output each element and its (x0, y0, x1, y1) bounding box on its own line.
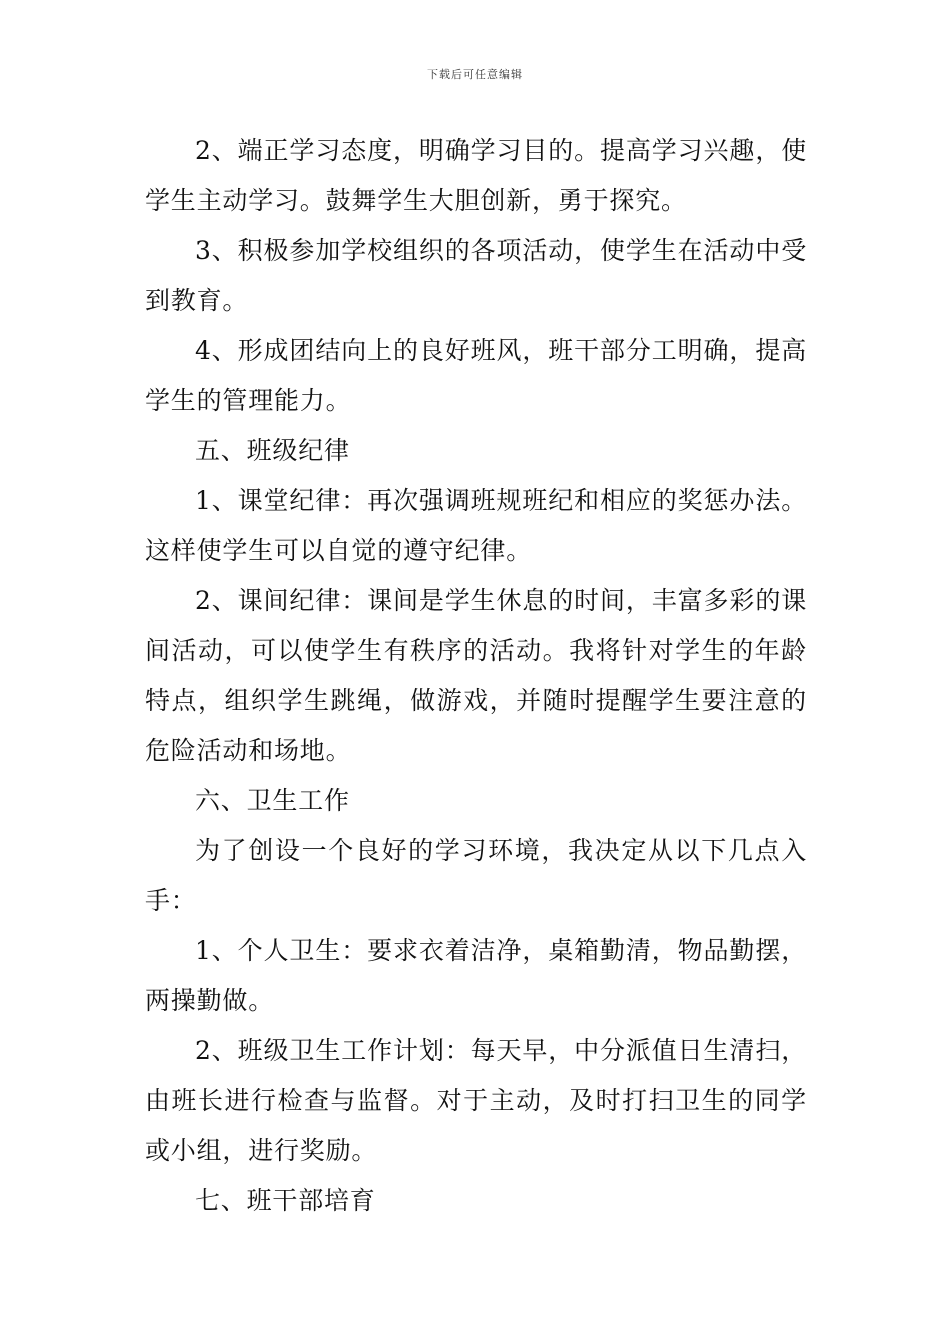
section-heading-hygiene-work: 六、卫生工作 (195, 786, 350, 815)
paragraph-goal-3: 3、积极参加学校组织的各项活动，使学生在活动中受到教育。 (145, 236, 807, 315)
document-body (145, 126, 807, 1226)
paragraph-hygiene-intro: 为了创设一个良好的学习环境，我决定从以下几点入手： (145, 836, 807, 915)
paragraph-goal-2: 2、端正学习态度，明确学习目的。提高学习兴趣，使学生主动学习。鼓舞学生大胆创新，勇于探究。 (145, 136, 807, 215)
paragraph-classroom-discipline: 1、课堂纪律：再次强调班规班纪和相应的奖惩办法。这样使学生可以自觉的遵守纪律。 (145, 486, 807, 565)
paragraph-goal-4: 4、形成团结向上的良好班风，班干部分工明确，提高学生的管理能力。 (145, 336, 807, 415)
page-header-note: 下载后可任意编辑 (427, 68, 523, 81)
section-heading-class-discipline: 五、班级纪律 (195, 436, 350, 465)
paragraph-personal-hygiene: 1、个人卫生：要求衣着洁净，桌箱勤清，物品勤摆，两操勤做。 (145, 936, 807, 1015)
section-heading-cadre-training: 七、班干部培育 (195, 1186, 376, 1215)
paragraph-class-hygiene-plan: 2、班级卫生工作计划：每天早，中分派值日生清扫，由班长进行检查与监督。对于主动，及时打扫卫生的同学或小组，进行奖励。 (145, 1036, 807, 1165)
paragraph-break-discipline: 2、课间纪律：课间是学生休息的时间，丰富多彩的课间活动，可以使学生有秩序的活动。我将针对学生的年龄特点，组织学生跳绳，做游戏，并随时提醒学生要注意的危险活动和场地。 (145, 586, 807, 765)
